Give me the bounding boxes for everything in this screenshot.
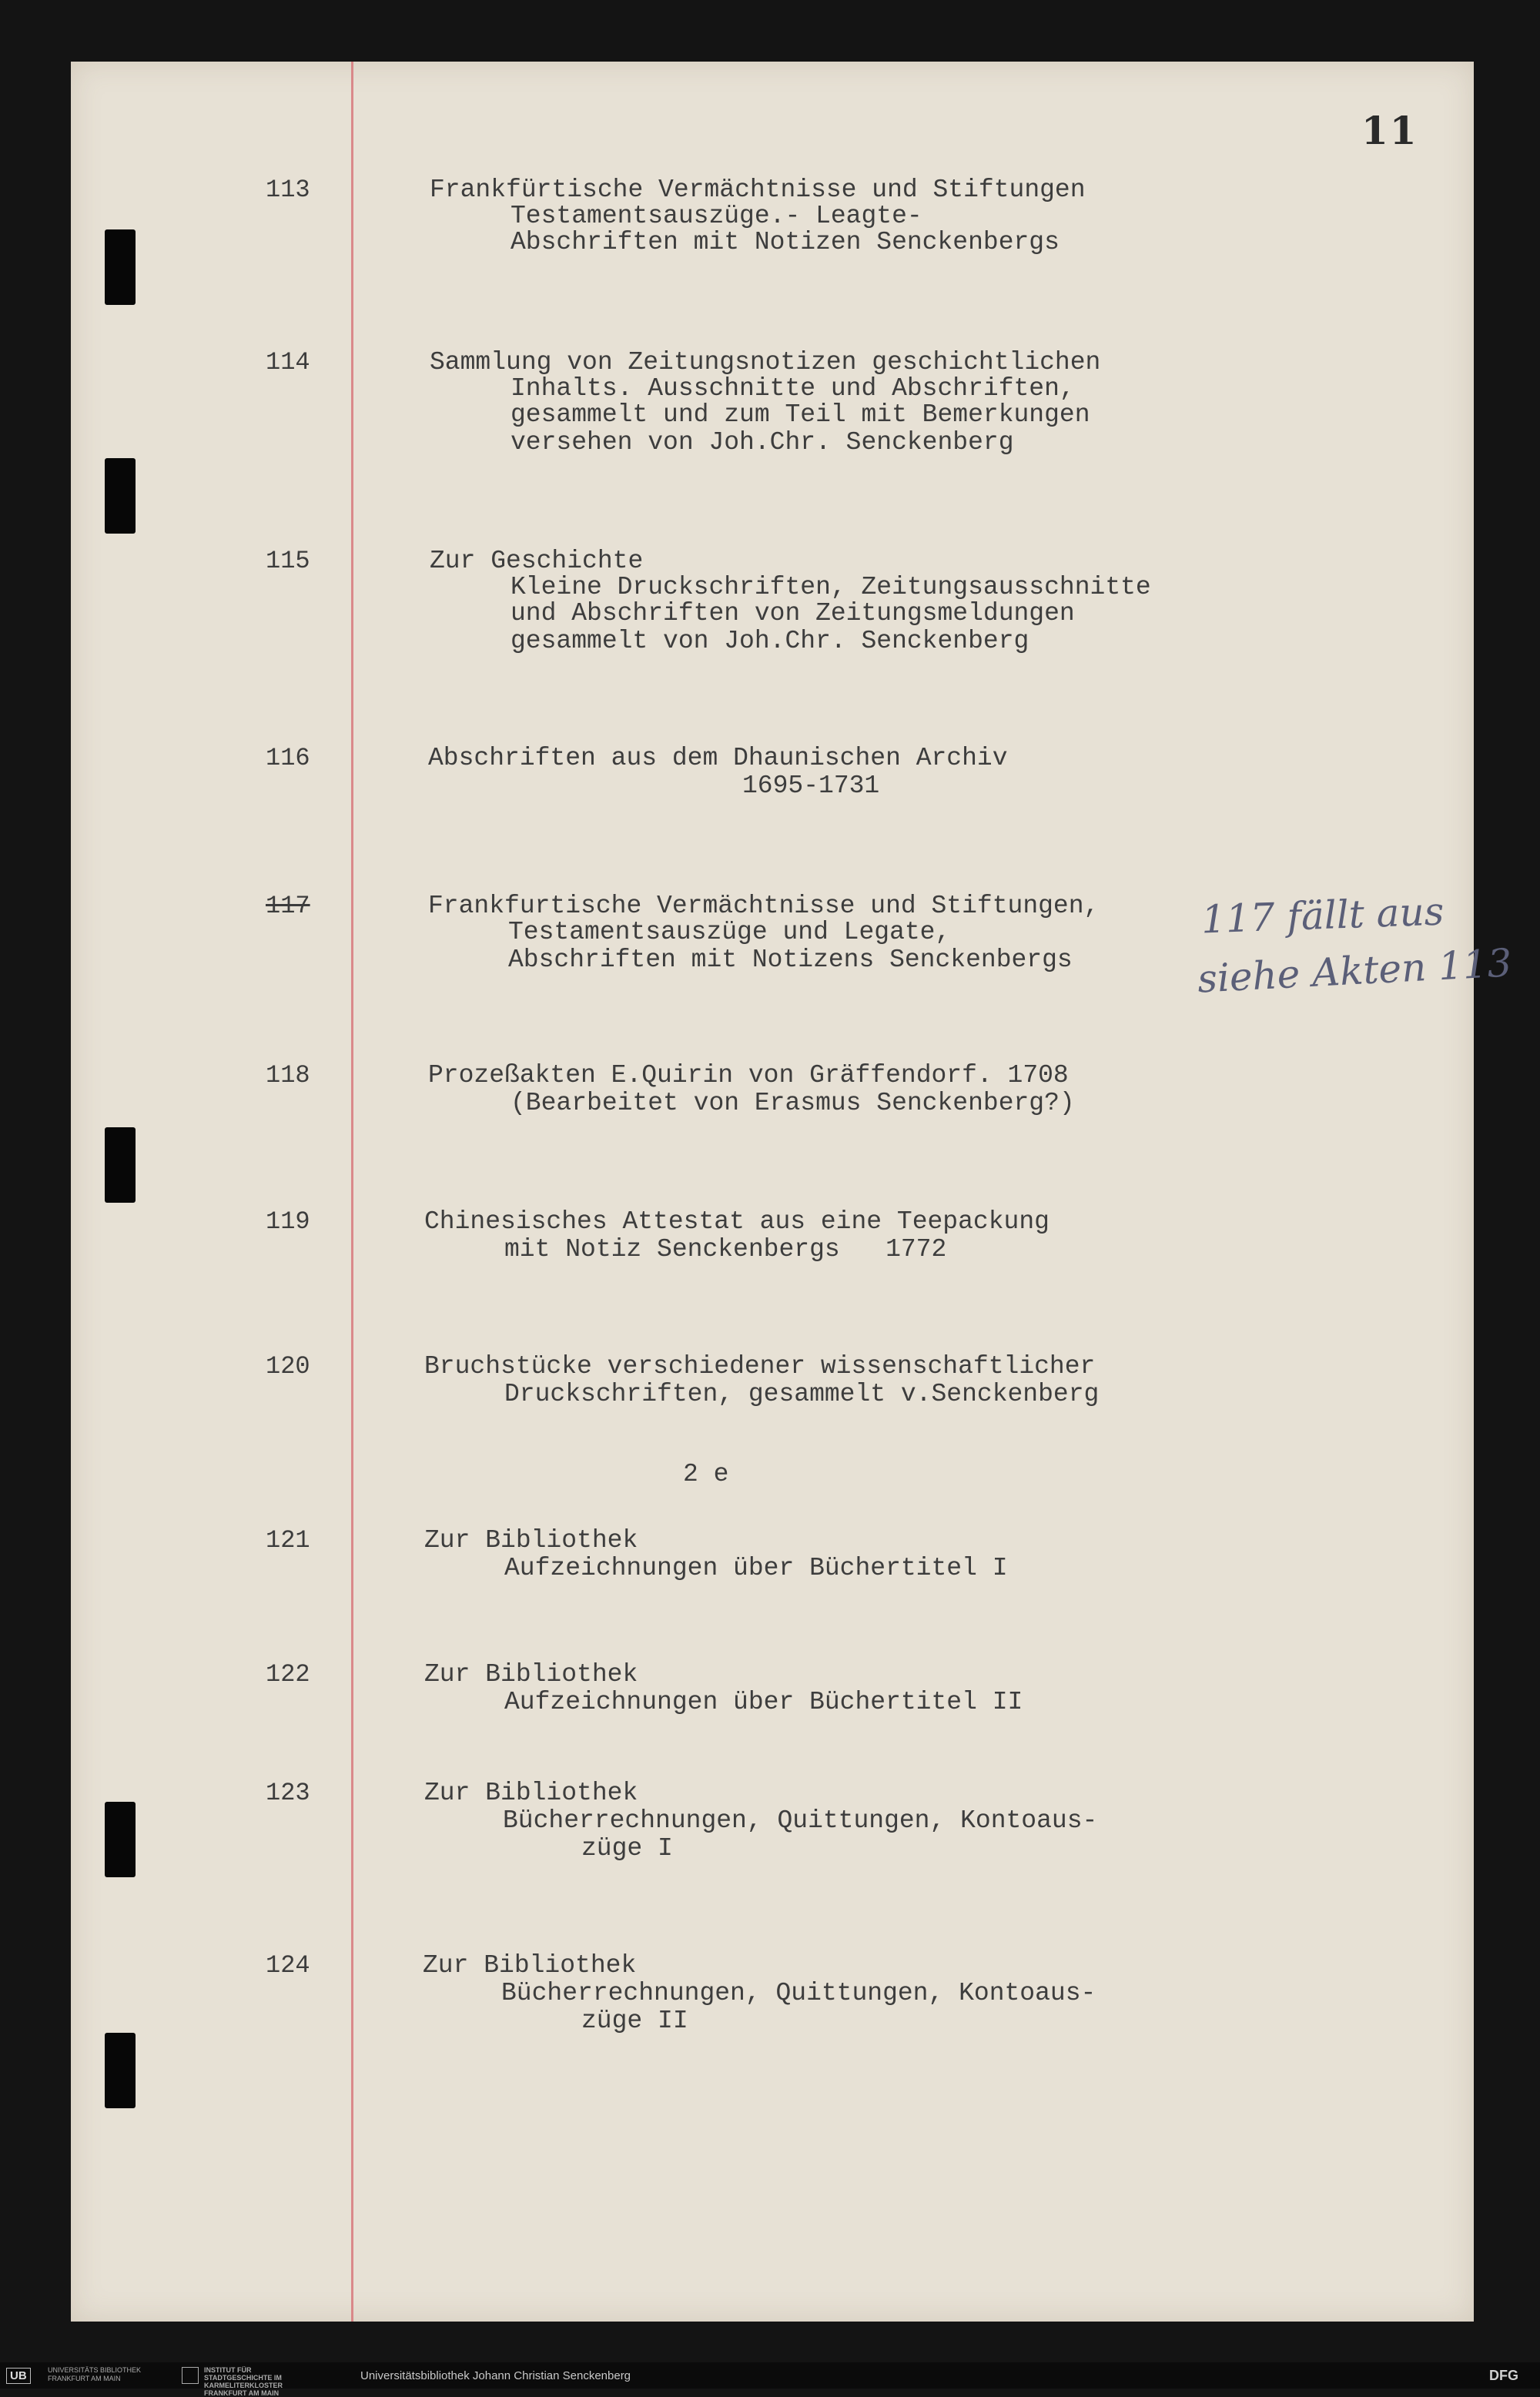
entry-line: gesammelt und zum Teil mit Bemerkungen bbox=[511, 400, 1090, 429]
entry-number: 121 bbox=[266, 1526, 310, 1555]
entry-number: 116 bbox=[266, 744, 310, 772]
entry-title: Sammlung von Zeitungsnotizen geschichtlichen bbox=[430, 348, 1101, 377]
entry-title: Frankfürtische Vermächtnisse und Stiftungen bbox=[430, 176, 1086, 204]
entry-number: 122 bbox=[266, 1660, 310, 1689]
entry-title: Abschriften aus dem Dhaunischen Archiv bbox=[428, 744, 1008, 772]
entry-title: Zur Bibliothek bbox=[424, 1660, 638, 1689]
institute-name: INSTITUT FÜR STADTGESCHICHTE IM KARMELITERKLOSTER FRANKFURT AM MAIN bbox=[204, 2366, 283, 2397]
entry-title: Zur Bibliothek bbox=[424, 1779, 638, 1807]
entry-title: Zur Geschichte bbox=[430, 547, 644, 575]
entry-number: 114 bbox=[266, 348, 310, 377]
entry-title: Bruchstücke verschiedener wissenschaftlicher bbox=[424, 1352, 1096, 1381]
entry-line: züge II bbox=[581, 2007, 688, 2035]
library-name: UNIVERSITÄTS BIBLIOTHEK FRANKFURT AM MAIN bbox=[48, 2366, 142, 2382]
entry-line: Inhalts. Ausschnitte und Abschriften, bbox=[511, 374, 1075, 403]
entry-line: züge I bbox=[581, 1834, 673, 1863]
entry-number: 118 bbox=[266, 1061, 310, 1090]
footer-caption: Universitätsbibliothek Johann Christian Senckenberg bbox=[360, 2369, 631, 2382]
entry-title: Chinesisches Attestat aus eine Teepackung bbox=[424, 1207, 1050, 1236]
punch-hole bbox=[105, 1802, 136, 1877]
entry-title: Frankfurtische Vermächtnisse und Stiftungen, bbox=[428, 892, 1100, 920]
entry-line: Kleine Druckschriften, Zeitungsausschnitte bbox=[511, 573, 1151, 601]
ub-logo: UB bbox=[6, 2368, 31, 2384]
punch-hole bbox=[105, 2033, 136, 2108]
entry-title: Zur Bibliothek bbox=[424, 1526, 638, 1555]
entry-line: Aufzeichnungen über Büchertitel I bbox=[504, 1554, 1008, 1582]
page-number: 11 bbox=[1361, 108, 1418, 153]
entry-line: Abschriften mit Notizen Senckenbergs bbox=[511, 228, 1060, 256]
entry-line: (Bearbeitet von Erasmus Senckenberg?) bbox=[511, 1089, 1075, 1117]
entry-number: 115 bbox=[266, 547, 310, 575]
punch-hole bbox=[105, 229, 136, 305]
institute-logo-icon bbox=[182, 2367, 199, 2384]
entry-line: 1695-1731 bbox=[742, 772, 880, 800]
punch-hole bbox=[105, 1127, 136, 1203]
entry-number-struck: 117 bbox=[266, 892, 310, 920]
entry-line: Testamentsauszüge und Legate, bbox=[508, 918, 951, 946]
entry-number: 120 bbox=[266, 1352, 310, 1381]
entry-number: 123 bbox=[266, 1779, 310, 1807]
entry-line: gesammelt von Joh.Chr. Senckenberg bbox=[511, 627, 1029, 655]
entry-line: Bücherrechnungen, Quittungen, Kontoaus- bbox=[501, 1979, 1096, 2007]
entry-line: versehen von Joh.Chr. Senckenberg bbox=[511, 428, 1014, 457]
entry-number: 119 bbox=[266, 1207, 310, 1236]
entry-line: Abschriften mit Notizens Senckenbergs bbox=[508, 946, 1073, 974]
dfg-logo: DFG bbox=[1489, 2368, 1518, 2383]
section-mark: 2 e bbox=[683, 1460, 729, 1488]
entry-line: mit Notiz Senckenbergs 1772 bbox=[504, 1235, 947, 1264]
entry-title: Prozeßakten E.Quirin von Gräffendorf. 1708 bbox=[428, 1061, 1069, 1090]
footer-bar bbox=[0, 2362, 1540, 2397]
handwritten-note-line2: siehe Akten 113 bbox=[1196, 940, 1513, 1002]
entry-line: Druckschriften, gesammelt v.Senckenberg bbox=[504, 1380, 1100, 1408]
punch-hole bbox=[105, 458, 136, 534]
handwritten-note-line1: 117 fällt aus bbox=[1200, 889, 1445, 942]
entry-title: Zur Bibliothek bbox=[423, 1951, 637, 1980]
entry-line: Testamentsauszüge.- Leagte- bbox=[511, 202, 922, 230]
entry-line: Aufzeichnungen über Büchertitel II bbox=[504, 1688, 1023, 1716]
entry-number: 113 bbox=[266, 176, 310, 204]
margin-line bbox=[351, 62, 353, 2322]
entry-number: 124 bbox=[266, 1951, 310, 1980]
entry-line: und Abschriften von Zeitungsmeldungen bbox=[511, 599, 1075, 628]
entry-line: Bücherrechnungen, Quittungen, Kontoaus- bbox=[503, 1806, 1098, 1835]
